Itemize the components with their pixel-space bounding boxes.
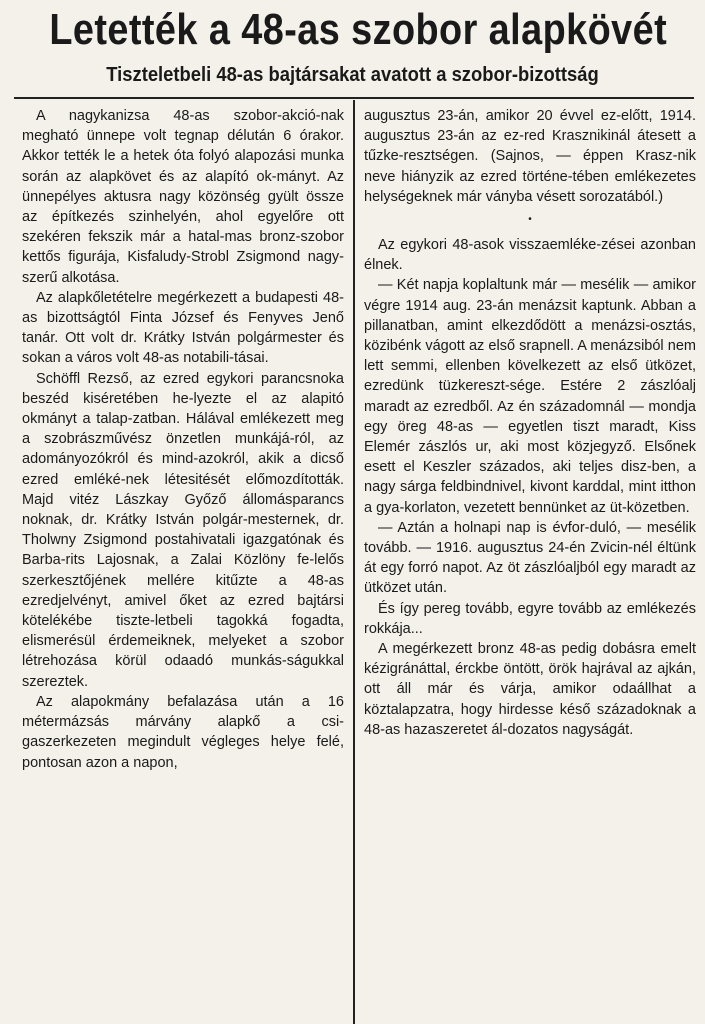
paragraph: És így pereg tovább, egyre tovább az emlékezés rokkája... [364, 600, 696, 637]
headline: Letették a 48-as szobor alapkövét [49, 5, 668, 54]
paragraph: A megérkezett bronz 48-as pedig dobásra emelt kézigránáttal, érckbe öntött, örök hajrával az ajkán, ott áll már és várja, amikor odaállhat a köztalapzatra, hogy hirdesse késő századoknak a 48-as hazaszeretet ál-dozatos nagyságát. [364, 641, 696, 738]
paragraph: — Aztán a holnapi nap is évfor-duló, — mesélik tovább. — 1916. augusztus 24-én Zvicin-nél éltünk át egy forró napot. Az öt zászlóaljból egy maradt az ütközet után. [364, 519, 696, 597]
paragraph: Az alapokmány befalazása után a 16 métermázsás márvány alapkő a csi-gaszerkezeten megindult végleges helye felé, pontosan azon a napon, [22, 693, 344, 771]
paragraph: — Két napja koplaltunk már — mesélik — amikor végre 1914 aug. 23-án menázsit kaptunk. Abban a pillanatban, amint elkezdődött a menázsi-osztás, közibénk vágott az első srapnell. A menázsiból nem lett semmi, ellenben kövelkezett az első ütközet, ezredünk tüzkereszt-sége. Estére 2 zászlóalj maradt az ezredből. Az én századomnál — mondja egy öreg 48-as — egyetlen tiszt maradt, Kiss Elemér zászlós ur, aki most közjegyző. Elsőnek esett el Keszler százados, aki teljes disz-ben, a nagy sárga feldbindnivel, kivont karddal, mint itthon a gya-korlaton, vezetett bennünket az üt-közetben. [364, 277, 696, 516]
section-separator: • [528, 214, 532, 226]
paragraph: Az egykori 48-asok visszaemléke-zései azonban élnek. [364, 237, 696, 274]
paragraph-continued: augusztus 23-án, amikor 20 évvel ez-előtt, 1914. augusztus 23-án az ez-red Krasznikinál átesett a tűzke-resztségen. (Sajnos, — éppen Krasz-nik neve hiányzik az ezred történe-tében emlékezetes helységeknek már ványba vésett sorozatából.) [364, 108, 696, 205]
paragraph: A nagykanizsa 48-as szobor-akció-nak megható ünnepe volt tegnap délután 6 órakor. Akkor tették le a hetek óta folyó alapozási munka során az alapkövet és az alapító ok-mányt. Az ünnepélyes aktusra nagy közönség gyült össze az építkezés szinhelyén, ahol egyelőre ott szekéren fekszik már a hatal-mas bronz-szobor kettős figurája, Kisfaludy-Strobl Zsigmond nagy-szerű alkotása. [22, 108, 344, 286]
header-rule [14, 97, 694, 99]
subheadline: Tiszteletbeli 48-as bajtársakat avatott a szobor-bizottság [106, 64, 599, 86]
right-column [364, 106, 696, 740]
paragraph: Schöffl Rezső, az ezred egykori parancsnoka beszéd kiséretében he-lyezte el az alapitó okmányt a talap-zatban. Hálával emlékezett meg a szobrászművész önzetlen munkájá-ról, az adományozókról és mind-azokról, akik a dicső ezred emléké-nek létesitését előmozdították. Majd vitéz Lászkay Győző állomásparancs noknak, dr. Krátky István polgár-mesternek, dr. Tholwny Zsigmond postahivatali igazgatónak és Barba-rits Lajosnak, a Zalai Közlöny fe-lelős szerkesztőjének mellére kitűzte a 48-as ezredjelvényt, amivel őket az ezred bajtársi kötelékébe tiszte-letbeli tagokká fogadta, elismerésül érdemeiknek, melyeket a szobor létrehozása körül odaadó munkás-ságukkal szereztek. [22, 370, 344, 690]
left-column [22, 106, 344, 773]
column-divider [353, 100, 355, 1024]
paragraph: Az alapkőletételre megérkezett a budapesti 48-as bizottságtól Finta József és Fenyves Jenő tanár. Ott volt dr. Krátky István polgármester és sokan a város volt 48-as notabili-tásai. [22, 289, 344, 367]
